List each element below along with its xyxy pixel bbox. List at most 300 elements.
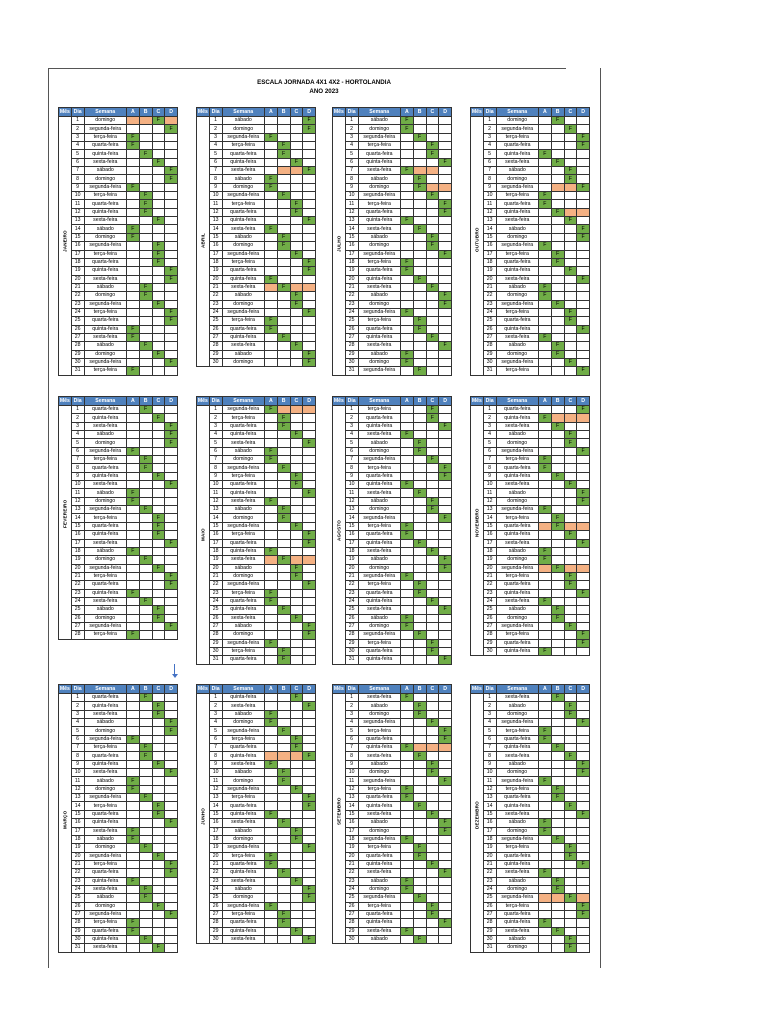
shift-cell-d — [165, 935, 178, 943]
shift-cell-a — [265, 481, 278, 489]
shift-cell-a — [265, 489, 278, 497]
shift-cell-a — [265, 769, 278, 777]
shift-cell-a — [539, 250, 552, 258]
month-name: JULHO — [336, 235, 342, 252]
shift-cell-b — [413, 497, 426, 505]
weekday-name: terça-feira — [358, 142, 401, 150]
shift-cell-d — [439, 358, 452, 366]
shift-cell-d — [577, 175, 590, 183]
weekday-name: quarta-feira — [496, 406, 539, 414]
table-row — [59, 342, 178, 350]
weekday-name: segunda-feira — [496, 242, 539, 250]
shift-cell-b — [551, 902, 564, 910]
shift-cell-c — [564, 769, 577, 777]
table-row — [59, 431, 178, 439]
day-number: 11 — [209, 200, 222, 208]
shift-cell-c — [564, 242, 577, 250]
shift-cell-a — [127, 794, 140, 802]
table-row — [471, 902, 590, 910]
shift-cell-b — [413, 422, 426, 430]
shift-cell-a: F — [127, 142, 140, 150]
shift-cell-c — [564, 150, 577, 158]
shift-cell-b — [277, 877, 290, 885]
shift-cell-d — [303, 514, 316, 522]
shift-cell-c: F — [152, 242, 165, 250]
shift-cell-d — [577, 727, 590, 735]
shift-cell-b — [551, 325, 564, 333]
weekday-name: sexta-feira — [222, 877, 265, 885]
weekday-name: sexta-feira — [358, 167, 401, 175]
day-number: 15 — [345, 233, 358, 241]
weekday-name: quinta-feira — [84, 760, 127, 768]
shift-cell-b — [551, 869, 564, 877]
shift-cell-b — [139, 183, 152, 191]
shift-cell-d — [303, 656, 316, 664]
table-row — [197, 819, 316, 827]
table-header-row — [59, 108, 178, 117]
day-number: 15 — [71, 233, 84, 241]
shift-cell-d — [303, 827, 316, 835]
shift-cell-c — [564, 133, 577, 141]
weekday-name: sábado — [84, 606, 127, 614]
shift-cell-a — [539, 175, 552, 183]
shift-cell-c — [152, 860, 165, 868]
shift-cell-b — [277, 325, 290, 333]
weekday-name: sábado — [496, 342, 539, 350]
table-row — [333, 735, 452, 743]
shift-cell-a: F — [401, 744, 414, 752]
shift-cell-c — [152, 927, 165, 935]
weekday-name: domingo — [84, 556, 127, 564]
shift-cell-a — [265, 242, 278, 250]
shift-cell-c: F — [290, 835, 303, 843]
weekday-name: segunda-feira — [222, 581, 265, 589]
table-header-row — [197, 685, 316, 694]
shift-cell-d — [165, 200, 178, 208]
shift-cell-a — [401, 556, 414, 564]
shift-cell-c — [290, 769, 303, 777]
shift-cell-d — [303, 283, 316, 291]
shift-cell-c — [152, 877, 165, 885]
day-number: 1 — [345, 694, 358, 702]
shift-cell-a — [539, 158, 552, 166]
column-header: A — [127, 685, 140, 694]
shift-cell-c — [426, 752, 439, 760]
shift-cell-c — [426, 225, 439, 233]
table-row — [471, 835, 590, 843]
shift-cell-c — [152, 752, 165, 760]
shift-cell-d: F — [303, 894, 316, 902]
table-row — [333, 464, 452, 472]
shift-cell-a — [127, 158, 140, 166]
shift-cell-c — [426, 877, 439, 885]
shift-cell-c: F — [426, 547, 439, 555]
day-number: 20 — [209, 852, 222, 860]
weekday-name: quinta-feira — [496, 919, 539, 927]
shift-cell-d — [303, 233, 316, 241]
weekday-name: segunda-feira — [222, 902, 265, 910]
day-number: 28 — [345, 919, 358, 927]
shift-cell-c — [426, 539, 439, 547]
shift-cell-a — [265, 531, 278, 539]
shift-cell-c — [152, 192, 165, 200]
shift-cell-b — [413, 167, 426, 175]
month-name-cell — [333, 406, 346, 665]
day-number: 5 — [71, 727, 84, 735]
column-header: A — [401, 108, 414, 117]
shift-cell-a — [127, 167, 140, 175]
weekday-name: domingo — [84, 292, 127, 300]
table-row — [471, 167, 590, 175]
shift-cell-b: F — [139, 464, 152, 472]
day-number: 17 — [209, 827, 222, 835]
weekday-name: quarta-feira — [84, 581, 127, 589]
weekday-name: quinta-feira — [496, 150, 539, 158]
day-number: 6 — [209, 447, 222, 455]
column-header: D — [439, 397, 452, 406]
day-number: 21 — [345, 572, 358, 580]
shift-cell-a: F — [401, 572, 414, 580]
day-number: 30 — [71, 935, 84, 943]
table-row — [197, 860, 316, 868]
shift-cell-a: F — [127, 333, 140, 341]
weekday-name: quarta-feira — [358, 150, 401, 158]
month-name: SETEMBRO — [336, 797, 342, 825]
shift-cell-c: F — [426, 456, 439, 464]
weekday-name: segunda-feira — [84, 125, 127, 133]
weekday-name: domingo — [84, 175, 127, 183]
shift-cell-d — [577, 835, 590, 843]
day-number: 21 — [483, 572, 496, 580]
weekday-name: domingo — [84, 614, 127, 622]
day-number: 5 — [71, 150, 84, 158]
table-row — [471, 117, 590, 125]
day-number: 12 — [71, 785, 84, 793]
shift-cell-d — [303, 719, 316, 727]
shift-cell-a — [265, 827, 278, 835]
table-header-row — [333, 397, 452, 406]
table-header-row — [471, 685, 590, 694]
shift-cell-d: F — [577, 367, 590, 375]
table-row — [197, 752, 316, 760]
table-row — [197, 414, 316, 422]
day-number: 30 — [345, 358, 358, 366]
shift-cell-d: F — [439, 292, 452, 300]
shift-cell-b — [139, 944, 152, 952]
month-name: OUTUBRO — [474, 227, 480, 252]
month-table-11 — [470, 684, 590, 953]
shift-cell-a: F — [265, 447, 278, 455]
table-row — [197, 919, 316, 927]
table-row — [471, 325, 590, 333]
weekday-name: domingo — [222, 300, 265, 308]
shift-cell-c: F — [426, 597, 439, 605]
shift-cell-c: F — [426, 769, 439, 777]
column-header: D — [577, 685, 590, 694]
table-row — [333, 622, 452, 630]
shift-cell-d: F — [303, 358, 316, 366]
shift-cell-d: F — [303, 631, 316, 639]
shift-cell-d — [165, 242, 178, 250]
shift-cell-a — [127, 752, 140, 760]
shift-cell-a — [539, 358, 552, 366]
shift-cell-a — [401, 539, 414, 547]
table-row — [59, 944, 178, 952]
day-number: 29 — [345, 639, 358, 647]
weekday-name: terça-feira — [496, 367, 539, 375]
weekday-name: sexta-feira — [222, 283, 265, 291]
shift-cell-a — [539, 810, 552, 818]
shift-cell-c — [290, 283, 303, 291]
shift-cell-b — [277, 935, 290, 943]
shift-cell-b — [277, 497, 290, 505]
shift-cell-a — [401, 242, 414, 250]
table-row — [197, 894, 316, 902]
weekday-name: sábado — [358, 556, 401, 564]
shift-cell-b — [551, 777, 564, 785]
table-row — [59, 133, 178, 141]
shift-cell-c: F — [290, 200, 303, 208]
shift-cell-d — [577, 844, 590, 852]
shift-cell-b — [551, 292, 564, 300]
table-row — [333, 439, 452, 447]
shift-cell-b — [413, 810, 426, 818]
shift-cell-b — [551, 802, 564, 810]
day-number: 27 — [345, 333, 358, 341]
day-number: 15 — [209, 810, 222, 818]
shift-cell-b: F — [551, 927, 564, 935]
day-number: 15 — [345, 810, 358, 818]
shift-cell-c: F — [564, 317, 577, 325]
shift-cell-a — [401, 514, 414, 522]
day-number: 7 — [71, 744, 84, 752]
shift-cell-b — [413, 125, 426, 133]
weekday-name: quinta-feira — [358, 217, 401, 225]
day-number: 14 — [71, 802, 84, 810]
day-number: 11 — [483, 489, 496, 497]
weekday-name: quinta-feira — [496, 647, 539, 655]
shift-cell-b — [551, 367, 564, 375]
shift-cell-a: F — [539, 869, 552, 877]
shift-cell-c — [152, 794, 165, 802]
weekday-name: sexta-feira — [84, 944, 127, 952]
weekday-name: sábado — [358, 935, 401, 943]
weekday-name: sexta-feira — [358, 752, 401, 760]
month-name-cell — [333, 117, 346, 376]
table-row — [197, 183, 316, 191]
shift-cell-a — [265, 414, 278, 422]
shift-cell-a — [539, 233, 552, 241]
shift-cell-d: F — [439, 827, 452, 835]
shift-cell-d — [165, 456, 178, 464]
day-number: 31 — [483, 944, 496, 952]
shift-cell-a — [127, 564, 140, 572]
day-number: 7 — [483, 167, 496, 175]
day-number: 5 — [483, 439, 496, 447]
weekday-name: quarta-feira — [358, 589, 401, 597]
table-row — [471, 785, 590, 793]
day-number: 1 — [209, 694, 222, 702]
shift-cell-a: F — [539, 777, 552, 785]
shift-cell-b — [551, 852, 564, 860]
weekday-name: quarta-feira — [222, 539, 265, 547]
table-row — [197, 902, 316, 910]
shift-cell-b — [413, 522, 426, 530]
table-row — [471, 367, 590, 375]
weekday-name: quarta-feira — [222, 919, 265, 927]
shift-cell-b: F — [551, 744, 564, 752]
weekday-name: sexta-feira — [84, 597, 127, 605]
shift-cell-a — [401, 656, 414, 664]
day-number: 9 — [345, 760, 358, 768]
weekday-name: sexta-feira — [358, 694, 401, 702]
shift-cell-a — [401, 300, 414, 308]
shift-cell-b: F — [551, 158, 564, 166]
weekday-name: quinta-feira — [84, 267, 127, 275]
shift-cell-b — [413, 208, 426, 216]
shift-cell-b — [277, 350, 290, 358]
day-number: 16 — [209, 531, 222, 539]
shift-cell-d — [165, 472, 178, 480]
table-row — [333, 308, 452, 316]
shift-cell-d — [165, 744, 178, 752]
shift-cell-c — [290, 589, 303, 597]
table-row — [471, 456, 590, 464]
day-number: 16 — [209, 242, 222, 250]
shift-cell-c — [290, 497, 303, 505]
shift-cell-d — [165, 150, 178, 158]
shift-cell-b — [277, 200, 290, 208]
shift-cell-a — [539, 342, 552, 350]
weekday-name: quarta-feira — [496, 735, 539, 743]
weekday-name: sábado — [84, 489, 127, 497]
shift-cell-c — [564, 589, 577, 597]
shift-cell-a: F — [401, 835, 414, 843]
shift-cell-d: F — [303, 702, 316, 710]
weekday-name: quinta-feira — [358, 275, 401, 283]
weekday-name: quarta-feira — [358, 472, 401, 480]
weekday-name: terça-feira — [222, 200, 265, 208]
shift-cell-d: F — [577, 325, 590, 333]
weekday-name: domingo — [496, 439, 539, 447]
shift-cell-d — [165, 631, 178, 639]
day-number: 1 — [71, 694, 84, 702]
shift-cell-c — [564, 902, 577, 910]
day-number: 12 — [71, 208, 84, 216]
day-number: 6 — [483, 735, 496, 743]
shift-cell-b — [551, 506, 564, 514]
shift-cell-c — [152, 631, 165, 639]
column-header: Mês — [197, 397, 208, 404]
day-number: 9 — [209, 472, 222, 480]
shift-cell-d — [303, 744, 316, 752]
day-number: 7 — [345, 167, 358, 175]
shift-cell-c — [152, 333, 165, 341]
shift-cell-b — [413, 242, 426, 250]
day-number: 19 — [483, 844, 496, 852]
day-number: 28 — [483, 919, 496, 927]
shift-cell-c: F — [564, 702, 577, 710]
day-number: 11 — [71, 200, 84, 208]
shift-cell-b — [139, 233, 152, 241]
table-row — [333, 208, 452, 216]
column-header: B — [277, 108, 290, 117]
shift-cell-b — [413, 358, 426, 366]
day-number: 16 — [483, 531, 496, 539]
column-header: D — [165, 397, 178, 406]
shift-cell-c — [152, 358, 165, 366]
weekday-name: domingo — [496, 117, 539, 125]
weekday-name: quarta-feira — [358, 414, 401, 422]
shift-cell-d — [577, 242, 590, 250]
shift-cell-b: F — [139, 406, 152, 414]
table-row — [471, 414, 590, 422]
shift-cell-b — [139, 225, 152, 233]
shift-cell-b — [413, 283, 426, 291]
shift-cell-c — [290, 142, 303, 150]
shift-cell-c — [564, 869, 577, 877]
weekday-name: quinta-feira — [358, 333, 401, 341]
shift-cell-a — [127, 283, 140, 291]
table-row — [59, 572, 178, 580]
weekday-name: sexta-feira — [222, 497, 265, 505]
day-number: 5 — [483, 727, 496, 735]
day-number: 14 — [345, 802, 358, 810]
day-number: 22 — [209, 869, 222, 877]
table-row — [333, 877, 452, 885]
column-header: Mês — [471, 685, 482, 692]
weekday-name: sexta-feira — [496, 539, 539, 547]
shift-cell-d — [577, 350, 590, 358]
shift-cell-c — [290, 317, 303, 325]
column-header: C — [290, 108, 303, 117]
shift-cell-a — [401, 506, 414, 514]
day-number: 21 — [209, 572, 222, 580]
table-row — [59, 597, 178, 605]
shift-cell-d — [303, 506, 316, 514]
month-name-cell — [471, 117, 484, 376]
shift-cell-c — [290, 894, 303, 902]
weekday-name: sexta-feira — [222, 614, 265, 622]
shift-cell-b: F — [413, 367, 426, 375]
weekday-name: segunda-feira — [84, 358, 127, 366]
column-header: B — [413, 108, 426, 117]
column-header: Dia — [345, 397, 358, 406]
shift-cell-c: F — [564, 894, 577, 902]
shift-cell-b — [277, 208, 290, 216]
shift-cell-d — [439, 350, 452, 358]
table-row — [197, 927, 316, 935]
weekday-name: quarta-feira — [222, 208, 265, 216]
weekday-name: terça-feira — [358, 727, 401, 735]
day-number: 8 — [345, 752, 358, 760]
table-row — [59, 785, 178, 793]
shift-cell-d — [439, 133, 452, 141]
table-row — [59, 142, 178, 150]
weekday-name: sábado — [84, 719, 127, 727]
table-row — [59, 581, 178, 589]
shift-cell-b — [139, 275, 152, 283]
column-header: Mês — [333, 685, 344, 692]
shift-cell-c — [564, 760, 577, 768]
day-number: 26 — [71, 902, 84, 910]
table-row — [59, 819, 178, 827]
shift-cell-d — [165, 556, 178, 564]
day-number: 28 — [71, 631, 84, 639]
shift-cell-c: F — [426, 647, 439, 655]
shift-cell-b — [277, 217, 290, 225]
shift-cell-d — [439, 614, 452, 622]
